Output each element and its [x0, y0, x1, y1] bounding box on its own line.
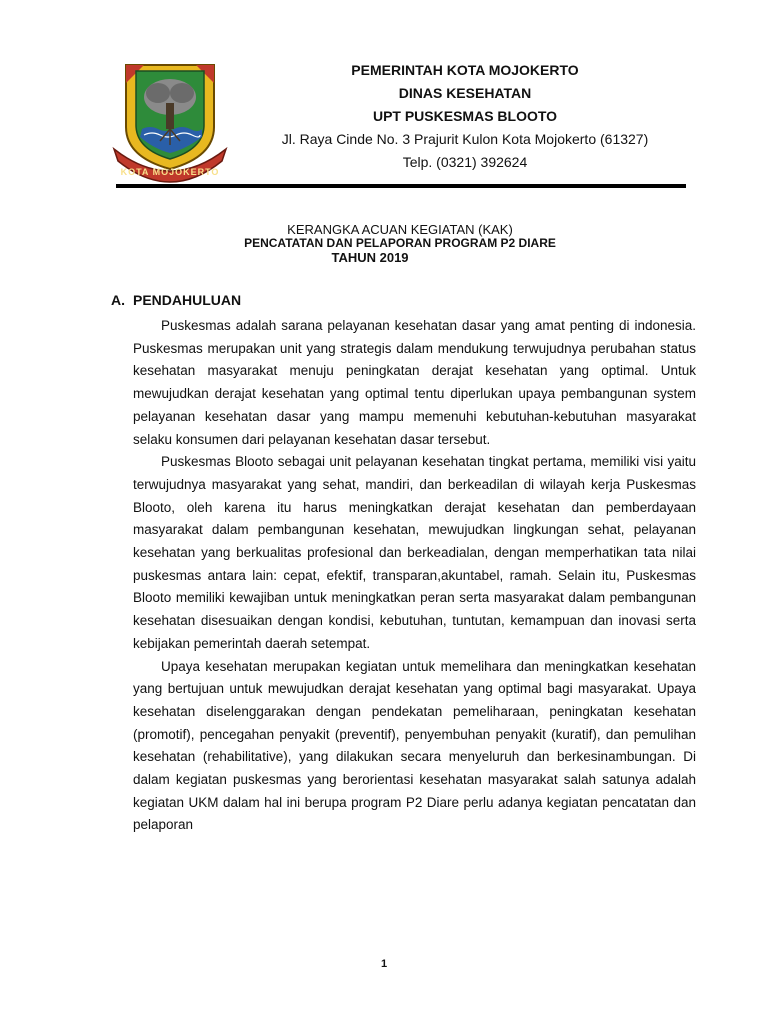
- paragraph: Puskesmas adalah sarana pelayanan kesehatan dasar yang amat penting di indonesia. Puskesmas merupakan unit yang strategis dalam mendukung terwujudnya perubahan status kesehatan masyarakat menuju peningkatan derajat kesehatan yang optimal. Untuk mewujudkan derajat kesehatan yang optimal tentu diperlukan upaya pembangunan system pelayanan kesehatan dasar yang mampu memenuhi kebutuhan-kebutuhan masyarakat selaku konsumen dari pelayanan kesehatan dasar tersebut.: [133, 318, 696, 447]
- section-title: PENDAHULUAN: [133, 292, 242, 308]
- section-letter: A.: [111, 292, 125, 308]
- kota-mojokerto-emblem: [110, 57, 230, 185]
- document-title: KERANGKA ACUAN KEGIATAN (KAK): [287, 222, 513, 237]
- letterhead-department: DINAS KESEHATAN: [398, 85, 532, 101]
- letterhead-unit: UPT PUSKESMAS BLOOTO: [372, 108, 558, 124]
- paragraph: Puskesmas Blooto sebagai unit pelayanan kesehatan tingkat pertama, memiliki visi yaitu terwujudnya masyarakat yang sehat, mandiri, dan berkeadilan di wilayah kerja Puskesmas Blooto, oleh karena itu harus meningkatkan derajat kesehatan dan pemberdayaan masyarakat dalam pembangunan kesehatan, mewujudkan lingkungan sehat, pelayanan kesehatan yang berkualitas profesional dan berkeadialan, dengan memperhatikan tata nilai puskesmas antara lain: cepat, efektif, transparan,akuntabel, ramah. Selain itu, Puskesmas Blooto memiliki kewajiban untuk meningkatkan peran serta masyarakat dalam pembangunan kesehatan disesuaikan dengan kondisi, kebutuhan, tuntutan, kemampuan dan inovasi serta kebijakan pemerintah daerah setempat.: [133, 454, 696, 651]
- letterhead-divider: [116, 184, 686, 188]
- document-subtitle: PENCATATAN DAN PELAPORAN PROGRAM P2 DIARE: [244, 236, 556, 250]
- paragraph: Upaya kesehatan merupakan kegiatan untuk memelihara dan meningkatkan kesehatan yang bertujuan untuk mewujudkan derajat kesehatan yang optimal bagi masyarakat. Upaya kesehatan diselenggarakan dengan pendekatan pemeliharaan, peningkatan kesehatan (promotif), pencegahan penyakit (preventif), penyembuhan penyakit (kuratif), dan pemulihan kesehatan (rehabilitative), yang dilakukan secara menyeluruh dan berkesinambungan. Di dalam kegiatan puskesmas yang berorientasi kesehatan masyarakat salah satunya adalah kegiatan UKM dalam hal ini berupa program P2 Diare perlu adanya kegiatan pencatatan dan pelaporan: [133, 658, 696, 833]
- svg-text:KOTA MOJOKERTO: KOTA MOJOKERTO: [120, 167, 220, 177]
- letterhead-phone: Telp. (0321) 392624: [402, 154, 528, 170]
- document-body: [133, 315, 696, 837]
- document-year: TAHUN 2019: [331, 250, 409, 265]
- letterhead-address: Jl. Raya Cinde No. 3 Prajurit Kulon Kota Mojokerto (61327): [281, 131, 649, 147]
- letterhead-government: PEMERINTAH KOTA MOJOKERTO: [351, 62, 579, 78]
- section-heading: [111, 292, 241, 308]
- page-number: 1: [380, 958, 388, 970]
